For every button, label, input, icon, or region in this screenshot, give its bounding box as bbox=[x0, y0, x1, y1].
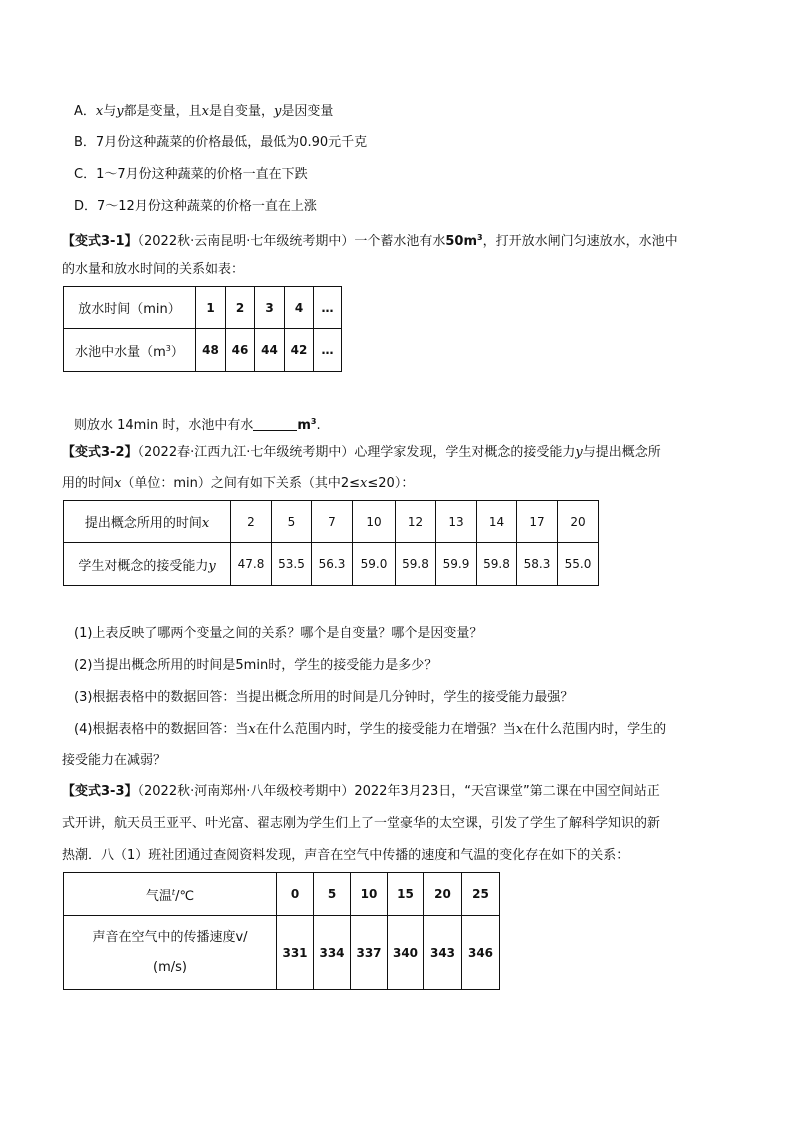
table-cell: 14 bbox=[477, 501, 517, 543]
v31-intro-line2: 的水量和放水时间的关系如表： bbox=[62, 262, 245, 277]
v32-q3: (3)根据表格中的数据回答：当提出概念所用的时间是几分钟时，学生的接受能力最强？ bbox=[74, 690, 574, 705]
table-cell: 59.8 bbox=[477, 543, 517, 586]
table-row bbox=[64, 873, 500, 916]
table-cell: 334 bbox=[314, 916, 351, 990]
v31-table bbox=[63, 286, 342, 372]
table-cell: 337 bbox=[351, 916, 388, 990]
option-d: D．7～12月份这种蔬菜的价格一直在上涨 bbox=[74, 199, 317, 214]
table-cell: 17 bbox=[517, 501, 558, 543]
v33-table bbox=[63, 872, 500, 990]
table-cell: 12 bbox=[396, 501, 436, 543]
table-cell: 13 bbox=[436, 501, 477, 543]
v31-row1-header: 放水时间（min） bbox=[64, 287, 196, 329]
table-cell: 10 bbox=[353, 501, 396, 543]
table-cell: 25 bbox=[462, 873, 500, 916]
table-row bbox=[64, 501, 599, 543]
v33-intro-line3: 热潮．八（1）班社团通过查阅资料发现，声音在空气中传播的速度和气温的变化存在如下的关系： bbox=[62, 848, 630, 863]
table-row bbox=[64, 916, 500, 990]
table-row bbox=[64, 329, 342, 372]
table-cell: 331 bbox=[277, 916, 314, 990]
table-cell: 59.0 bbox=[353, 543, 396, 586]
v32-q2: (2)当提出概念所用的时间是5min时，学生的接受能力是多少？ bbox=[74, 658, 438, 673]
table-row bbox=[64, 543, 599, 586]
table-cell: 47.8 bbox=[231, 543, 272, 586]
table-cell: 46 bbox=[226, 329, 255, 372]
table-cell: 343 bbox=[424, 916, 462, 990]
table-cell: 3 bbox=[255, 287, 285, 329]
table-cell: 56.3 bbox=[312, 543, 353, 586]
table-cell: 20 bbox=[558, 501, 599, 543]
table-cell: 5 bbox=[314, 873, 351, 916]
v32-q1: (1)上表反映了哪两个变量之间的关系？哪个是自变量？哪个是因变量？ bbox=[74, 626, 483, 641]
table-cell: 15 bbox=[388, 873, 424, 916]
v32-q4-line1: (4)根据表格中的数据回答：当x在什么范围内时，学生的接受能力在增强？当x在什么范围内时，学生的 bbox=[74, 722, 667, 737]
table-cell: 48 bbox=[196, 329, 226, 372]
v33-row2-header: 声音在空气中的传播速度v/ (m/s) bbox=[64, 916, 277, 990]
v31-row2-header: 水池中水量$(m^3)$ bbox=[64, 329, 196, 372]
v32-q4-line2: 接受能力在减弱？ bbox=[62, 753, 167, 768]
v33-row1-header: 气温$^t$/℃ bbox=[64, 873, 277, 916]
table-cell: 2 bbox=[231, 501, 272, 543]
table-cell: 340 bbox=[388, 916, 424, 990]
v33-intro-line1: 【变式3-3】（2022秋·河南郑州·八年级校考期中）2022年3月23日，“天宫课堂”第二课在中国空间站正 bbox=[62, 784, 660, 799]
table-cell: 59.8 bbox=[396, 543, 436, 586]
v31-intro-line1: 【变式3-1】（2022秋·云南昆明·七年级统考期中）一个蓄水池有水$50m^3$，打开放水闸门匀速放水，水池中 bbox=[62, 233, 678, 249]
option-b: B．7月份这种蔬菜的价格最低，最低为0.90元千克 bbox=[74, 135, 368, 150]
table-cell: 0 bbox=[277, 873, 314, 916]
option-a: A．x与y都是变量，且x是自变量，y是因变量 bbox=[74, 104, 334, 119]
v31-question: 则放水 14min 时，水池中有水 $m^3$. bbox=[74, 417, 321, 433]
v32-row2-header: 学生对概念的接受能力y bbox=[64, 543, 231, 586]
v32-row1-header: 提出概念所用的时间x bbox=[64, 501, 231, 543]
table-cell: 10 bbox=[351, 873, 388, 916]
table-cell: 1 bbox=[196, 287, 226, 329]
v33-intro-line2: 式开讲，航天员王亚平、叶光富、翟志刚为学生们上了一堂豪华的太空课，引发了学生了解科学知识的新 bbox=[62, 816, 661, 831]
table-cell: 58.3 bbox=[517, 543, 558, 586]
table-cell: 4 bbox=[285, 287, 314, 329]
answer-blank[interactable] bbox=[253, 416, 297, 431]
table-row bbox=[64, 287, 342, 329]
table-cell: … bbox=[314, 287, 342, 329]
table-cell: 59.9 bbox=[436, 543, 477, 586]
table-cell: 5 bbox=[272, 501, 312, 543]
v32-intro-line1: 【变式3-2】（2022春·江西九江·七年级统考期中）心理学家发现，学生对概念的接受能力y与提出概念所 bbox=[62, 445, 661, 460]
option-c: C．1～7月份这种蔬菜的价格一直在下跌 bbox=[74, 167, 308, 182]
table-cell: 44 bbox=[255, 329, 285, 372]
table-cell: … bbox=[314, 329, 342, 372]
table-cell: 53.5 bbox=[272, 543, 312, 586]
table-cell: 20 bbox=[424, 873, 462, 916]
table-cell: 2 bbox=[226, 287, 255, 329]
table-cell: 346 bbox=[462, 916, 500, 990]
table-cell: 7 bbox=[312, 501, 353, 543]
table-cell: 55.0 bbox=[558, 543, 599, 586]
v32-table bbox=[63, 500, 599, 586]
v32-intro-line2: 用的时间x（单位：min）之间有如下关系（其中2≤x≤20）： bbox=[62, 476, 415, 491]
table-cell: 42 bbox=[285, 329, 314, 372]
